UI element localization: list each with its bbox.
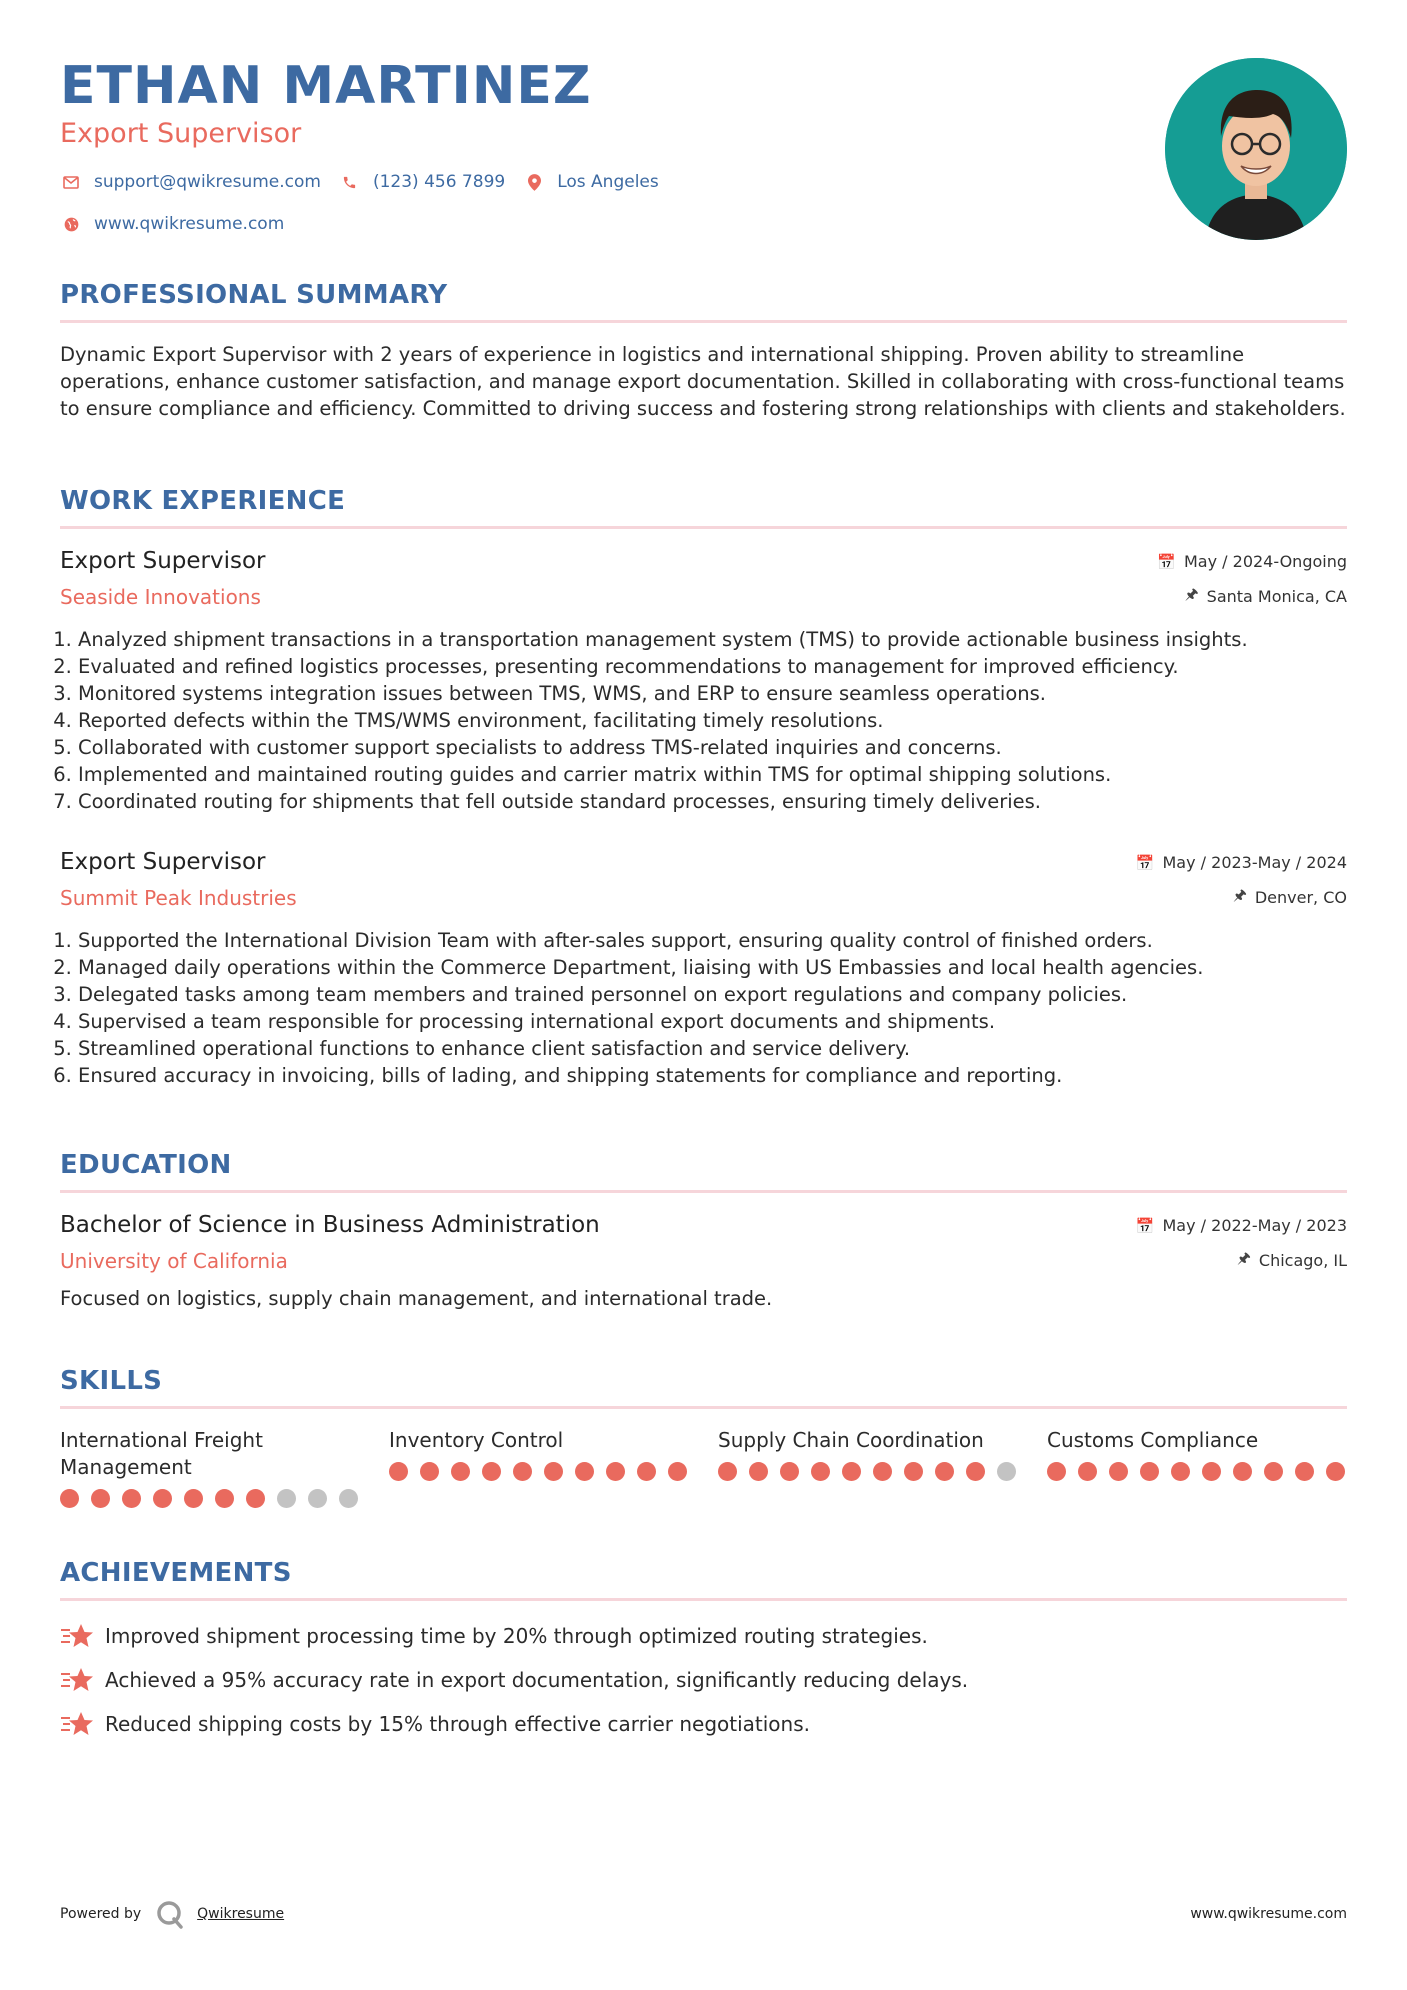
list-item: 1. Supported the International Division Team with after-sales support, ensuring quality control of finished orders. (78, 927, 1347, 954)
section-divider (60, 1406, 1347, 1409)
rating-dot-filled (184, 1489, 203, 1508)
rating-dot-filled (668, 1462, 687, 1481)
rating-dot-filled (1233, 1462, 1252, 1481)
job-entry (60, 849, 1347, 1089)
rating-dot-filled (513, 1462, 532, 1481)
job-location (1185, 584, 1347, 609)
skill-rating (60, 1489, 360, 1508)
section-divider (60, 320, 1347, 323)
calendar-icon: 📅 (1135, 1216, 1155, 1235)
rating-dot-filled (575, 1462, 594, 1481)
contact-row (60, 214, 302, 234)
skills-heading: SKILLS (60, 1366, 163, 1396)
rating-dot-filled (60, 1489, 79, 1508)
brand-link[interactable]: Qwikresume (197, 1906, 285, 1922)
skill-item (389, 1427, 689, 1508)
rating-dot-filled (482, 1462, 501, 1481)
website-link[interactable]: www.qwikresume.com (94, 214, 285, 234)
achievements-section (60, 1558, 1347, 1746)
rating-dot-empty (339, 1489, 358, 1508)
footer-website-link[interactable]: www.qwikresume.com (1190, 1906, 1347, 1922)
job-date (1136, 853, 1347, 872)
map-pin-icon (523, 174, 545, 191)
job-location (1233, 885, 1347, 910)
school-name: University of California (60, 1249, 288, 1273)
education-date (1136, 1216, 1347, 1235)
rating-dot-filled (1264, 1462, 1283, 1481)
rating-dot-filled (811, 1462, 830, 1481)
job-header (60, 548, 1347, 618)
skill-rating (389, 1462, 689, 1481)
rating-dot-filled (451, 1462, 470, 1481)
rating-dot-filled (1140, 1462, 1159, 1481)
education-heading: EDUCATION (60, 1150, 232, 1180)
job-location-text: Santa Monica, CA (1206, 587, 1347, 606)
powered-by-label: Powered by (60, 1906, 142, 1922)
skill-name: Inventory Control (389, 1428, 564, 1452)
rating-dot-filled (389, 1462, 408, 1481)
qwikresume-logo-icon (155, 1899, 185, 1929)
rating-dot-empty (308, 1489, 327, 1508)
location-text: Los Angeles (557, 172, 659, 192)
achievements-heading: ACHIEVEMENTS (60, 1558, 292, 1588)
rating-dot-filled (780, 1462, 799, 1481)
candidate-name: ETHAN MARTINEZ (60, 56, 592, 116)
rating-dot-empty (277, 1489, 296, 1508)
skills-list (60, 1427, 1347, 1508)
rating-dot-filled (420, 1462, 439, 1481)
education-description: Focused on logistics, supply chain management, and international trade. (60, 1287, 773, 1310)
education-location-text: Chicago, IL (1258, 1251, 1347, 1270)
skill-item (60, 1427, 360, 1508)
rating-dot-filled (606, 1462, 625, 1481)
job-company: Summit Peak Industries (60, 886, 297, 910)
list-item: 6. Ensured accuracy in invoicing, bills of lading, and shipping statements for compliance and reporting. (78, 1062, 1347, 1089)
list-item: 3. Monitored systems integration issues between TMS, WMS, and ERP to ensure seamless operations. (78, 680, 1347, 707)
job-title: Export Supervisor (60, 849, 266, 875)
achievement-text: Achieved a 95% accuracy rate in export documentation, significantly reducing delays. (105, 1668, 969, 1692)
rating-dot-filled (718, 1462, 737, 1481)
star-icon (60, 1665, 94, 1695)
rating-dot-filled (966, 1462, 985, 1481)
list-item: 5. Collaborated with customer support specialists to address TMS-related inquiries and concerns. (78, 734, 1347, 761)
list-item: 1. Analyzed shipment transactions in a transportation management system (TMS) to provide actionable business insights. (78, 626, 1347, 653)
phone-number[interactable]: (123) 456 7899 (372, 172, 506, 192)
rating-dot-filled (904, 1462, 923, 1481)
job-company: Seaside Innovations (60, 585, 261, 609)
skills-section (60, 1366, 1347, 1508)
list-item (60, 1658, 1347, 1702)
avatar-portrait-illustration (1165, 58, 1347, 240)
skill-rating (718, 1462, 1018, 1481)
job-location-text: Denver, CO (1254, 888, 1347, 907)
pushpin-icon: 🖈 (1232, 886, 1247, 904)
education-date-text: May / 2022-May / 2023 (1162, 1216, 1347, 1235)
skill-rating (1047, 1462, 1347, 1481)
list-item: 4. Reported defects within the TMS/WMS environment, facilitating timely resolutions. (78, 707, 1347, 734)
list-item: 6. Implemented and maintained routing guides and carrier matrix within TMS for optimal shipping solutions. (78, 761, 1347, 788)
rating-dot-filled (544, 1462, 563, 1481)
summary-section (60, 280, 1347, 422)
rating-dot-filled (935, 1462, 954, 1481)
pushpin-icon: 🖈 (1184, 585, 1199, 603)
rating-dot-filled (122, 1489, 141, 1508)
email-link[interactable]: support@qwikresume.com (94, 172, 321, 192)
education-header (60, 1212, 1347, 1282)
job-date-text: May / 2024-Ongoing (1184, 552, 1347, 571)
star-icon (60, 1709, 94, 1739)
footer (60, 1896, 1347, 1932)
achievements-list (60, 1614, 1347, 1746)
job-date-text: May / 2023-May / 2024 (1162, 853, 1347, 872)
phone-icon (339, 175, 361, 190)
contact-row (60, 172, 677, 192)
rating-dot-empty (997, 1462, 1016, 1481)
list-item (60, 1702, 1347, 1746)
summary-text: Dynamic Export Supervisor with 2 years of experience in logistics and international shipping. Proven ability to streamline operations, enhance customer satisfaction, and manage export documentation. Skilled in collaborating with cross-functional teams to ensure compliance and efficiency. Committed to driving success and fostering strong relationships with clients and stakeholders. (60, 343, 1346, 420)
rating-dot-filled (1202, 1462, 1221, 1481)
calendar-icon: 📅 (1157, 552, 1176, 571)
rating-dot-filled (246, 1489, 265, 1508)
list-item (60, 1614, 1347, 1658)
rating-dot-filled (1295, 1462, 1314, 1481)
rating-dot-filled (1047, 1462, 1066, 1481)
section-divider (60, 1598, 1347, 1601)
achievement-text: Reduced shipping costs by 15% through effective carrier negotiations. (105, 1712, 810, 1736)
pushpin-icon: 🖈 (1237, 1249, 1251, 1267)
list-item: 4. Supervised a team responsible for processing international export documents and shipments. (78, 1008, 1347, 1035)
job-title: Export Supervisor (60, 548, 266, 574)
rating-dot-filled (91, 1489, 110, 1508)
rating-dot-filled (1078, 1462, 1097, 1481)
rating-dot-filled (215, 1489, 234, 1508)
rating-dot-filled (1326, 1462, 1345, 1481)
experience-heading: WORK EXPERIENCE (60, 486, 346, 516)
job-duties (60, 927, 1347, 1089)
section-divider (60, 526, 1347, 529)
envelope-icon (60, 176, 82, 189)
skill-name: Customs Compliance (1047, 1428, 1259, 1452)
rating-dot-filled (153, 1489, 172, 1508)
education-section (60, 1150, 1347, 1312)
rating-dot-filled (1109, 1462, 1128, 1481)
job-entry (60, 548, 1347, 815)
job-header (60, 849, 1347, 919)
list-item: 3. Delegated tasks among team members and trained personnel on export regulations and company policies. (78, 981, 1347, 1008)
list-item: 7. Coordinated routing for shipments that fell outside standard processes, ensuring timely deliveries. (78, 788, 1347, 815)
rating-dot-filled (842, 1462, 861, 1481)
candidate-role: Export Supervisor (60, 118, 302, 149)
skill-name: International Freight Management (60, 1428, 263, 1479)
job-date (1157, 552, 1347, 571)
list-item: 2. Managed daily operations within the Commerce Department, liaising with US Embassies and local health agencies. (78, 954, 1347, 981)
education-location (1237, 1248, 1347, 1273)
section-divider (60, 1190, 1347, 1193)
avatar (1165, 58, 1347, 240)
powered-by (60, 1899, 284, 1929)
calendar-icon: 📅 (1135, 853, 1155, 872)
list-item: 5. Streamlined operational functions to enhance client satisfaction and service delivery. (78, 1035, 1347, 1062)
rating-dot-filled (1171, 1462, 1190, 1481)
rating-dot-filled (637, 1462, 656, 1481)
globe-icon (60, 217, 82, 232)
education-entry (60, 1212, 1347, 1312)
skill-item (718, 1427, 1018, 1508)
rating-dot-filled (749, 1462, 768, 1481)
achievement-text: Improved shipment processing time by 20% through optimized routing strategies. (105, 1624, 928, 1648)
list-item: 2. Evaluated and refined logistics processes, presenting recommendations to management for improved efficiency. (78, 653, 1347, 680)
experience-section (60, 486, 1347, 1089)
job-duties (60, 626, 1347, 815)
degree-title: Bachelor of Science in Business Administration (60, 1212, 600, 1238)
summary-heading: PROFESSIONAL SUMMARY (60, 280, 448, 310)
skill-item (1047, 1427, 1347, 1508)
rating-dot-filled (873, 1462, 892, 1481)
star-icon (60, 1621, 94, 1651)
skill-name: Supply Chain Coordination (718, 1428, 984, 1452)
